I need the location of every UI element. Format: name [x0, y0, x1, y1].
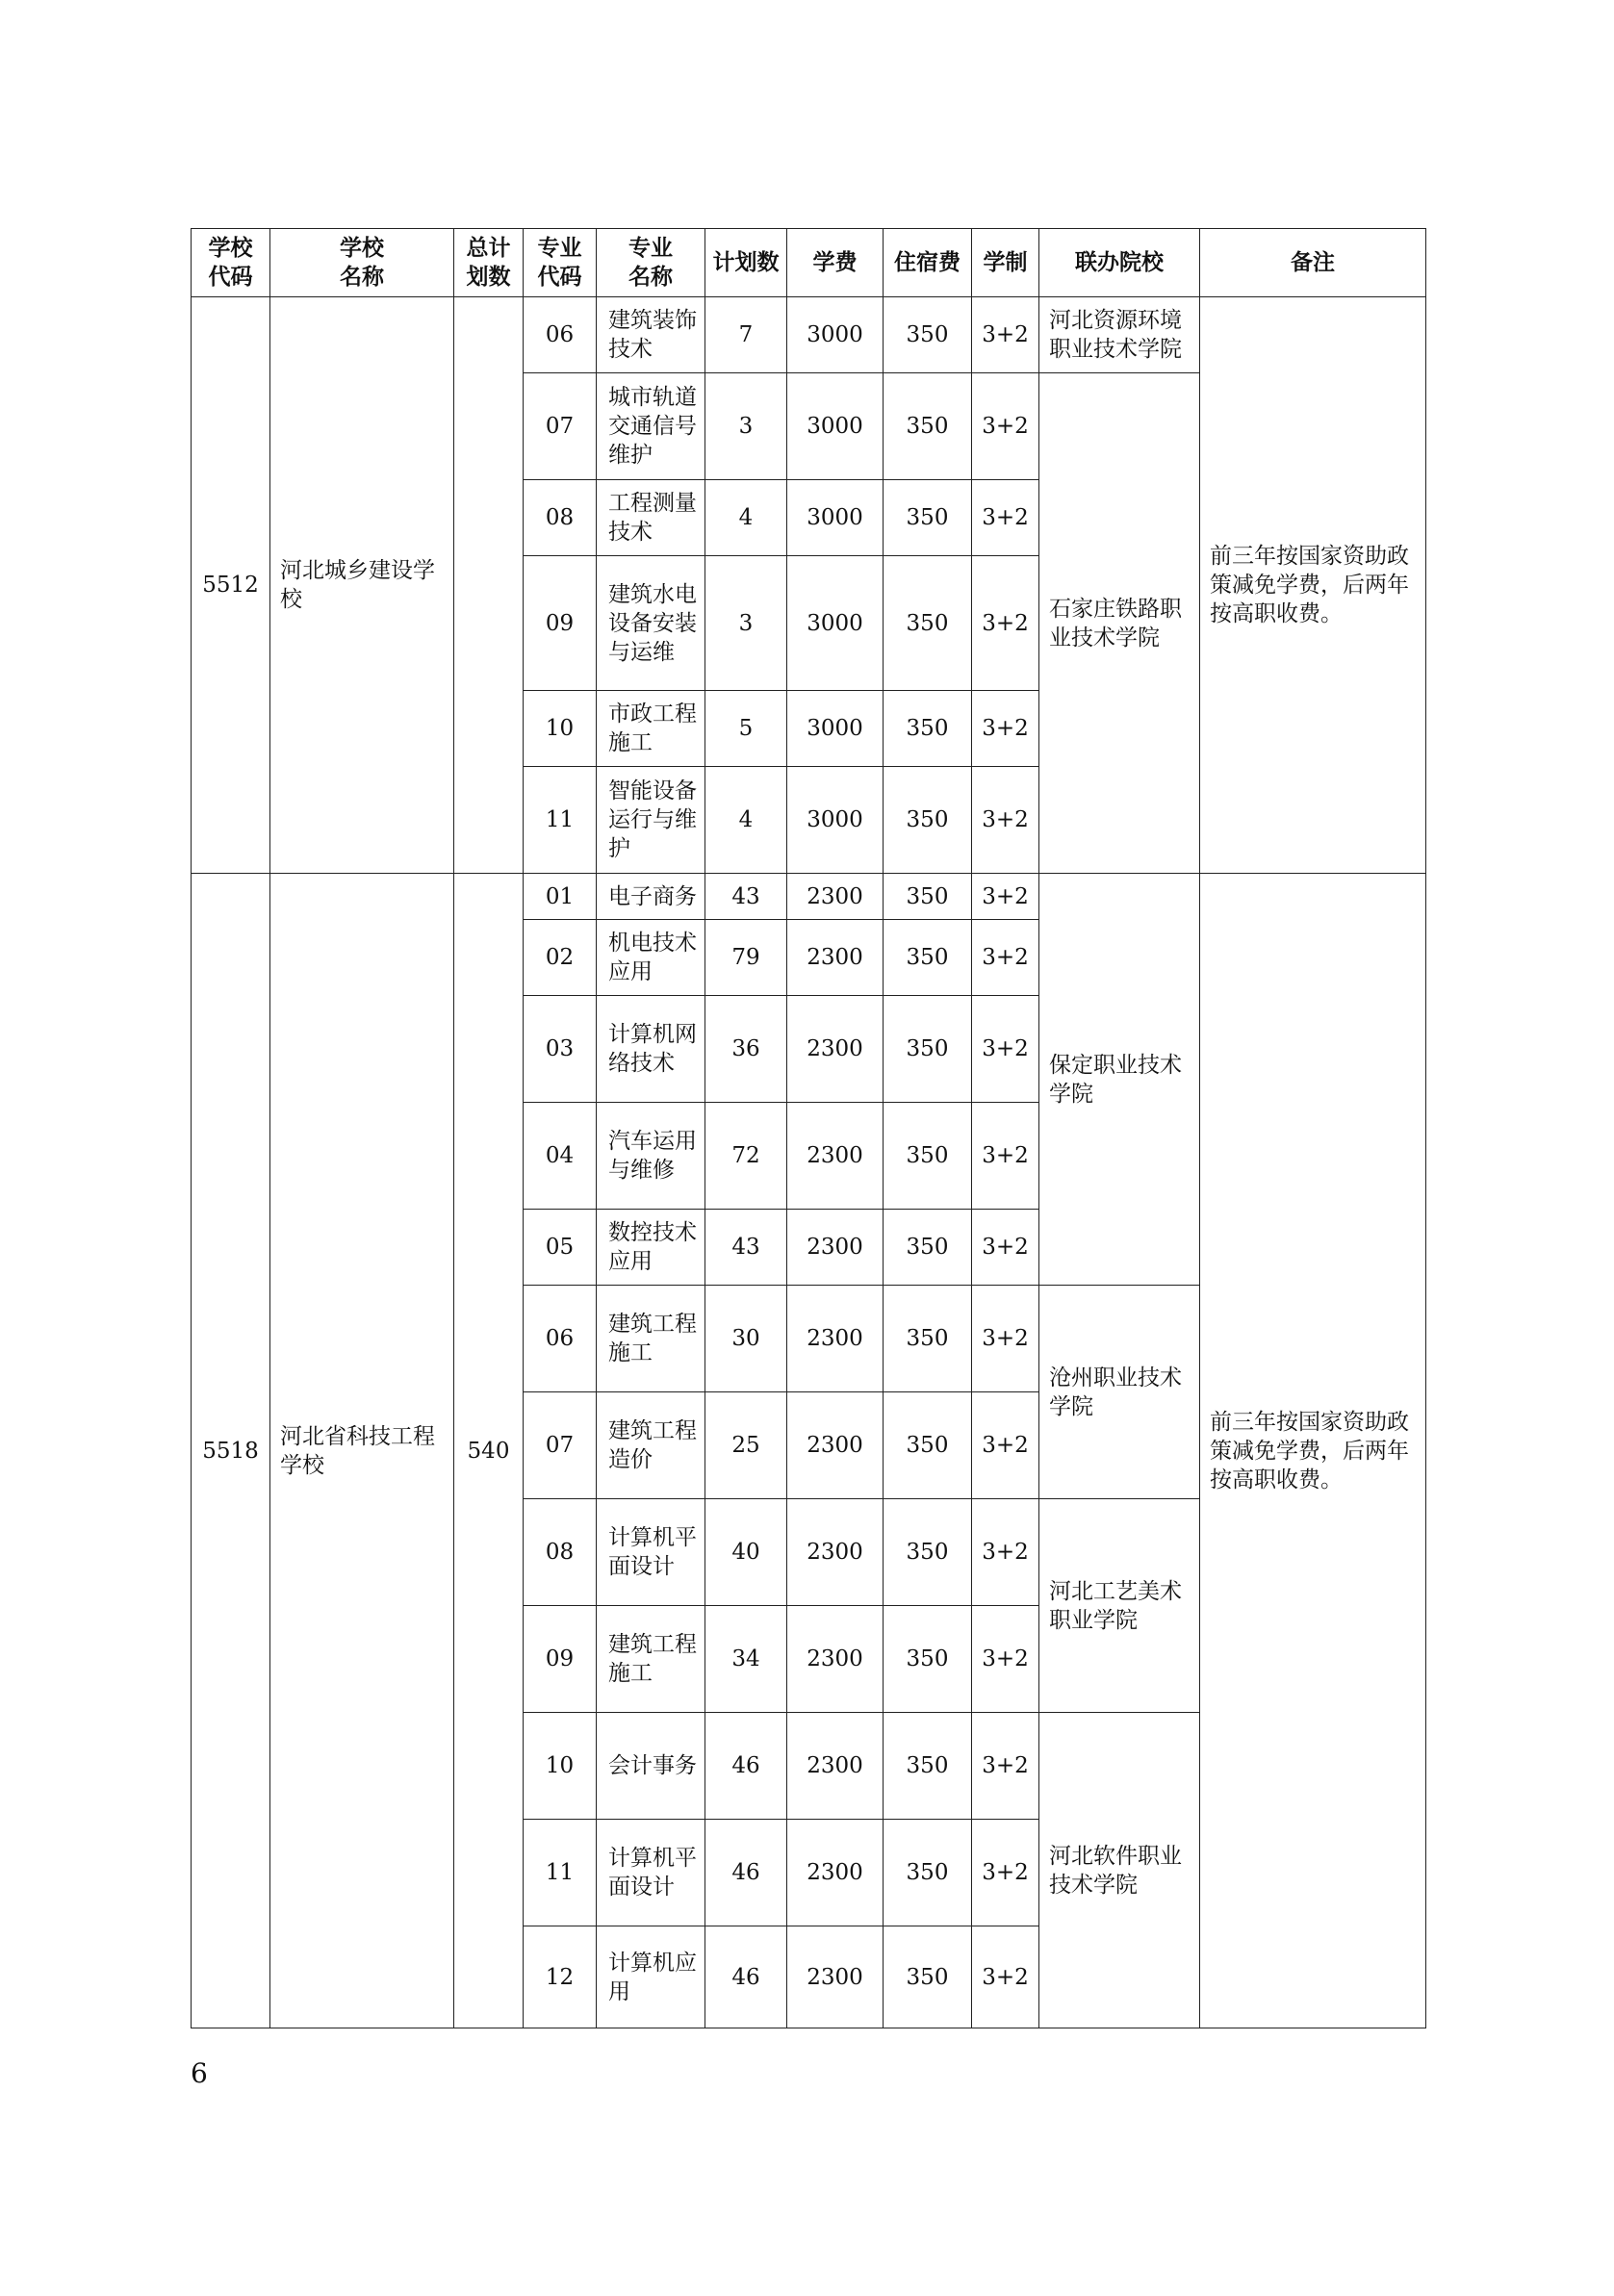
header-major-code: 专业代码	[524, 229, 597, 297]
major-name: 会计事务	[597, 1713, 705, 1820]
dorm-fee: 350	[884, 480, 972, 556]
plan-count: 3	[705, 556, 787, 691]
dorm-fee: 350	[884, 691, 972, 767]
dorm-fee: 350	[884, 874, 972, 920]
dorm-fee: 350	[884, 996, 972, 1103]
duration: 3+2	[972, 1392, 1039, 1499]
plan-count: 46	[705, 1820, 787, 1926]
page-number: 6	[191, 2057, 208, 2089]
dorm-fee: 350	[884, 1210, 972, 1286]
header-row	[192, 229, 1426, 297]
partner-school: 保定职业技术学院	[1039, 874, 1200, 1286]
major-code: 06	[524, 1286, 597, 1392]
tuition: 2300	[787, 1103, 884, 1210]
table-row	[192, 297, 1426, 373]
dorm-fee: 350	[884, 1713, 972, 1820]
tuition: 2300	[787, 1713, 884, 1820]
major-code: 09	[524, 556, 597, 691]
major-name: 计算机平面设计	[597, 1820, 705, 1926]
major-name: 计算机应用	[597, 1926, 705, 2028]
dorm-fee: 350	[884, 297, 972, 373]
major-name: 市政工程施工	[597, 691, 705, 767]
major-code: 09	[524, 1606, 597, 1713]
major-code: 10	[524, 691, 597, 767]
plan-count: 72	[705, 1103, 787, 1210]
dorm-fee: 350	[884, 920, 972, 996]
major-name: 机电技术应用	[597, 920, 705, 996]
major-code: 07	[524, 373, 597, 480]
header-remarks: 备注	[1200, 229, 1426, 297]
dorm-fee: 350	[884, 767, 972, 874]
duration: 3+2	[972, 1713, 1039, 1820]
partner-school: 河北工艺美术职业学院	[1039, 1499, 1200, 1713]
major-name: 建筑水电设备安装与运维	[597, 556, 705, 691]
header-duration: 学制	[972, 229, 1039, 297]
plan-count: 43	[705, 1210, 787, 1286]
school-name: 河北省科技工程学校	[270, 874, 454, 2028]
major-name: 建筑工程造价	[597, 1392, 705, 1499]
remarks: 前三年按国家资助政策减免学费，后两年按高职收费。	[1200, 874, 1426, 2028]
duration: 3+2	[972, 556, 1039, 691]
duration: 3+2	[972, 1286, 1039, 1392]
major-code: 04	[524, 1103, 597, 1210]
tuition: 2300	[787, 1499, 884, 1606]
dorm-fee: 350	[884, 556, 972, 691]
plan-count: 79	[705, 920, 787, 996]
dorm-fee: 350	[884, 373, 972, 480]
major-name: 城市轨道交通信号维护	[597, 373, 705, 480]
major-name: 工程测量技术	[597, 480, 705, 556]
tuition: 2300	[787, 1820, 884, 1926]
enrollment-plan-table	[191, 228, 1426, 2028]
major-code: 11	[524, 1820, 597, 1926]
dorm-fee: 350	[884, 1820, 972, 1926]
duration: 3+2	[972, 1499, 1039, 1606]
major-code: 11	[524, 767, 597, 874]
dorm-fee: 350	[884, 1103, 972, 1210]
plan-count: 46	[705, 1713, 787, 1820]
total-plan: 540	[454, 874, 524, 2028]
header-major-name: 专业名称	[597, 229, 705, 297]
header-school-code: 学校代码	[192, 229, 270, 297]
duration: 3+2	[972, 1820, 1039, 1926]
major-code: 05	[524, 1210, 597, 1286]
school-code: 5518	[192, 874, 270, 2028]
duration: 3+2	[972, 373, 1039, 480]
major-code: 10	[524, 1713, 597, 1820]
header-total-plan: 总计划数	[454, 229, 524, 297]
header-tuition: 学费	[787, 229, 884, 297]
tuition: 2300	[787, 996, 884, 1103]
plan-count: 40	[705, 1499, 787, 1606]
tuition: 2300	[787, 1210, 884, 1286]
duration: 3+2	[972, 1103, 1039, 1210]
major-name: 计算机网络技术	[597, 996, 705, 1103]
major-name: 建筑工程施工	[597, 1606, 705, 1713]
plan-count: 5	[705, 691, 787, 767]
tuition: 2300	[787, 1606, 884, 1713]
partner-school: 石家庄铁路职业技术学院	[1039, 373, 1200, 874]
partner-school: 沧州职业技术学院	[1039, 1286, 1200, 1499]
remarks: 前三年按国家资助政策减免学费，后两年按高职收费。	[1200, 297, 1426, 874]
major-name: 电子商务	[597, 874, 705, 920]
plan-count: 30	[705, 1286, 787, 1392]
tuition: 3000	[787, 767, 884, 874]
duration: 3+2	[972, 996, 1039, 1103]
tuition: 2300	[787, 874, 884, 920]
table-row	[192, 874, 1426, 920]
tuition: 2300	[787, 920, 884, 996]
plan-count: 25	[705, 1392, 787, 1499]
duration: 3+2	[972, 1926, 1039, 2028]
major-code: 01	[524, 874, 597, 920]
duration: 3+2	[972, 691, 1039, 767]
duration: 3+2	[972, 480, 1039, 556]
school-name: 河北城乡建设学校	[270, 297, 454, 874]
duration: 3+2	[972, 767, 1039, 874]
plan-count: 36	[705, 996, 787, 1103]
duration: 3+2	[972, 1606, 1039, 1713]
partner-school: 河北资源环境职业技术学院	[1039, 297, 1200, 373]
major-code: 03	[524, 996, 597, 1103]
plan-count: 4	[705, 480, 787, 556]
plan-count: 4	[705, 767, 787, 874]
major-code: 02	[524, 920, 597, 996]
tuition: 3000	[787, 373, 884, 480]
major-code: 12	[524, 1926, 597, 2028]
header-dorm-fee: 住宿费	[884, 229, 972, 297]
major-name: 数控技术应用	[597, 1210, 705, 1286]
duration: 3+2	[972, 920, 1039, 996]
tuition: 2300	[787, 1926, 884, 2028]
tuition: 3000	[787, 297, 884, 373]
duration: 3+2	[972, 1210, 1039, 1286]
header-partner: 联办院校	[1039, 229, 1200, 297]
dorm-fee: 350	[884, 1499, 972, 1606]
tuition: 2300	[787, 1392, 884, 1499]
major-name: 智能设备运行与维护	[597, 767, 705, 874]
header-school-name: 学校名称	[270, 229, 454, 297]
dorm-fee: 350	[884, 1392, 972, 1499]
major-name: 计算机平面设计	[597, 1499, 705, 1606]
major-name: 汽车运用与维修	[597, 1103, 705, 1210]
plan-count: 7	[705, 297, 787, 373]
total-plan	[454, 297, 524, 874]
tuition: 3000	[787, 691, 884, 767]
tuition: 3000	[787, 556, 884, 691]
partner-school: 河北软件职业技术学院	[1039, 1713, 1200, 2028]
header-plan-count: 计划数	[705, 229, 787, 297]
dorm-fee: 350	[884, 1926, 972, 2028]
plan-count: 43	[705, 874, 787, 920]
tuition: 2300	[787, 1286, 884, 1392]
dorm-fee: 350	[884, 1286, 972, 1392]
major-name: 建筑装饰技术	[597, 297, 705, 373]
major-name: 建筑工程施工	[597, 1286, 705, 1392]
major-code: 06	[524, 297, 597, 373]
major-code: 08	[524, 1499, 597, 1606]
plan-count: 34	[705, 1606, 787, 1713]
major-code: 08	[524, 480, 597, 556]
duration: 3+2	[972, 874, 1039, 920]
dorm-fee: 350	[884, 1606, 972, 1713]
tuition: 3000	[787, 480, 884, 556]
plan-count: 3	[705, 373, 787, 480]
school-code: 5512	[192, 297, 270, 874]
major-code: 07	[524, 1392, 597, 1499]
duration: 3+2	[972, 297, 1039, 373]
plan-count: 46	[705, 1926, 787, 2028]
